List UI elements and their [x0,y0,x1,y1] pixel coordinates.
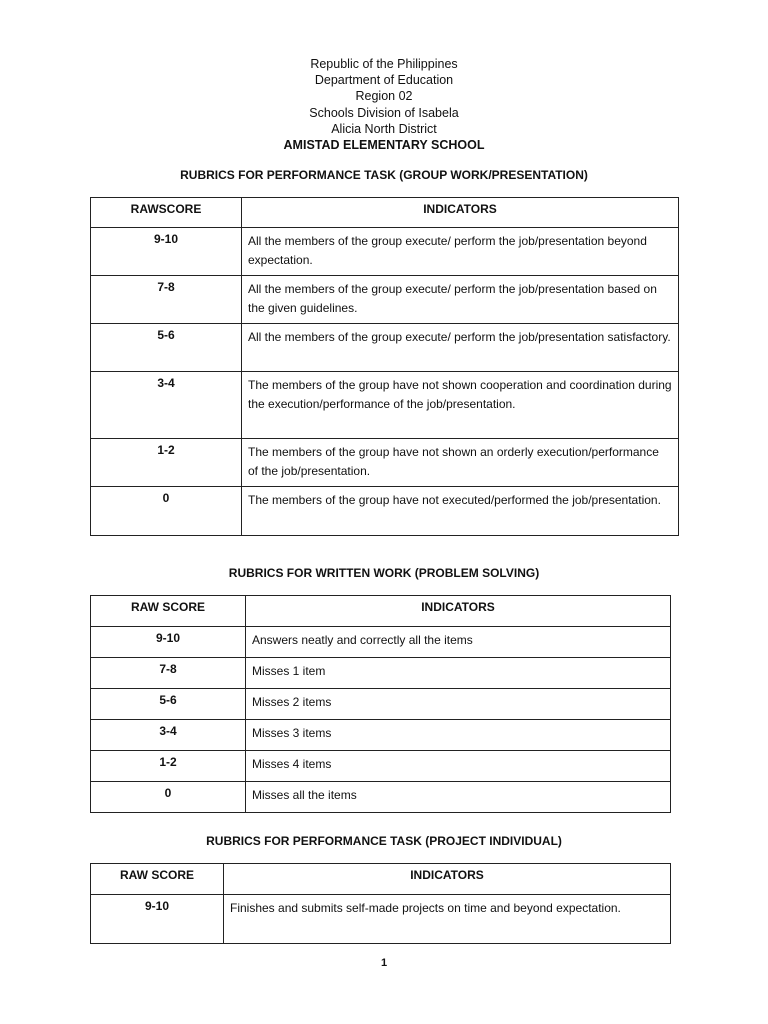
header-line: Republic of the Philippines [310,57,458,71]
header-line: Schools Division of Isabela [309,105,459,120]
table-header-row [91,198,679,228]
rubric-table-written-work [90,595,671,813]
table-header-row [91,864,671,895]
column-header-indicators: INDICATORS [246,596,671,627]
column-header-score: RAW SCORE [91,864,224,895]
score-cell: 1-2 [91,751,246,782]
column-header-indicators: INDICATORS [242,198,679,228]
indicator-cell: The members of the group have not executed/performed the job/presentation. [242,487,679,536]
indicator-cell: Answers neatly and correctly all the items [246,627,671,658]
column-header-score: RAWSCORE [91,198,242,228]
score-cell: 1-2 [91,439,242,487]
indicator-cell: Misses 2 items [246,689,671,720]
table-row [91,782,671,813]
table-header-row [91,596,671,627]
header-line: Region 02 [355,89,413,104]
table-row [91,487,679,536]
table-row [91,439,679,487]
table-row [91,228,679,276]
document-header [0,56,768,153]
score-cell: 9-10 [91,895,224,944]
score-cell: 0 [91,487,242,536]
rubric-table-project-individual [90,863,671,944]
school-name: AMISTAD ELEMENTARY SCHOOL [283,138,485,153]
score-cell: 9-10 [91,627,246,658]
table-row [91,627,671,658]
indicator-cell: Misses 3 items [246,720,671,751]
score-cell: 3-4 [91,372,242,439]
column-header-score: RAW SCORE [91,596,246,627]
table-row [91,372,679,439]
indicator-cell: The members of the group have not shown an orderly execution/performance of the job/presentation. [242,439,679,487]
indicator-cell: All the members of the group execute/ perform the job/presentation beyond expectation. [242,228,679,276]
header-line: Department of Education [314,73,454,88]
rubric-table-group-work [90,197,679,536]
score-cell: 7-8 [91,276,242,324]
indicator-cell: Misses 1 item [246,658,671,689]
table-row [91,751,671,782]
indicator-cell: All the members of the group execute/ perform the job/presentation based on the given guidelines. [242,276,679,324]
score-cell: 3-4 [91,720,246,751]
indicator-cell: Finishes and submits self-made projects on time and beyond expectation. [224,895,671,944]
indicator-cell: All the members of the group execute/ perform the job/presentation satisfactory. [242,324,679,372]
table-row [91,720,671,751]
score-cell: 5-6 [91,689,246,720]
score-cell: 7-8 [91,658,246,689]
score-cell: 0 [91,782,246,813]
header-line: Alicia North District [331,121,437,136]
page-number: 1 [380,957,388,969]
table-row [91,276,679,324]
indicator-cell: Misses 4 items [246,751,671,782]
table-row [91,895,671,944]
score-cell: 9-10 [91,228,242,276]
table-row [91,658,671,689]
score-cell: 5-6 [91,324,242,372]
section-title-project-individual: RUBRICS FOR PERFORMANCE TASK (PROJECT INDIVIDUAL) [206,834,562,848]
indicator-cell: Misses all the items [246,782,671,813]
section-title-group-work: RUBRICS FOR PERFORMANCE TASK (GROUP WORK/PRESENTATION) [180,168,588,182]
table-row [91,324,679,372]
indicator-cell: The members of the group have not shown cooperation and coordination during the execution/performance of the job/presentation. [242,372,679,439]
section-title-written-work: RUBRICS FOR WRITTEN WORK (PROBLEM SOLVING) [228,566,540,580]
column-header-indicators: INDICATORS [224,864,671,895]
table-row [91,689,671,720]
